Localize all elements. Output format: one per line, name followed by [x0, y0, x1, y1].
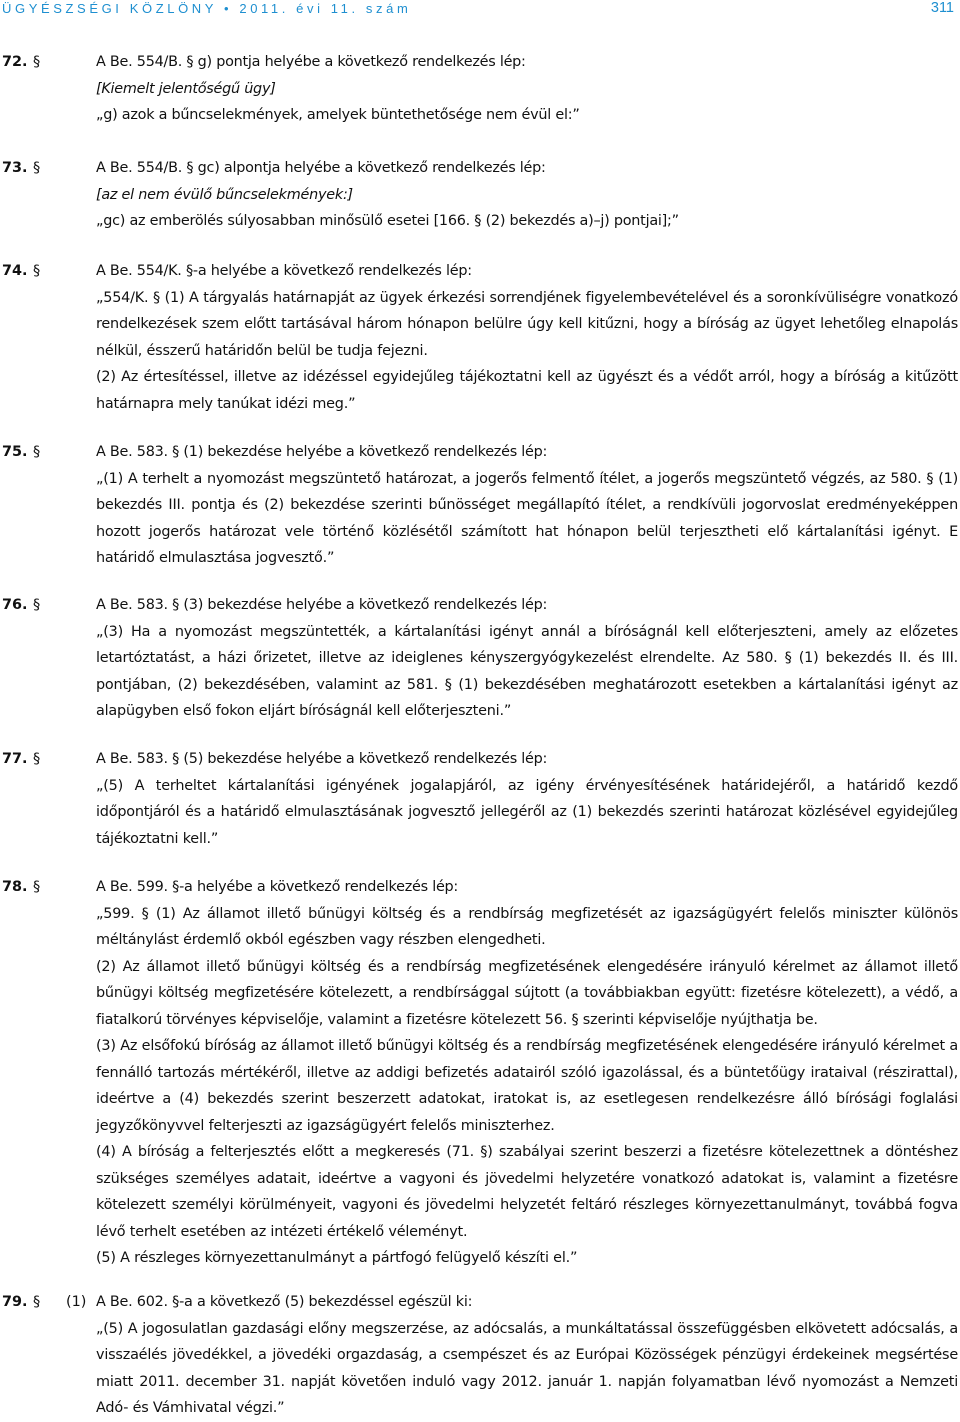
section-sign: § [33, 263, 41, 279]
section-number: 77. [2, 751, 28, 767]
section-sign: § [33, 444, 41, 460]
paragraph: „(1) A terhelt a nyomozást megszüntető határozat, a jogerős felmentő ítélet, a jogerős megszüntető végzés, az 580. § (1) bekezdés III. pontja és (2) bekezdése szerinti bűnösséget megállapító ítélet, a rendkívüli jogorvoslat eredményeképpen hozott jogerős határozat vele történő közlésétől számított hat hónapon belül terjesztheti elő kártalanítási igényt. E határidő elmulasztása jogvesztő.” [96, 470, 958, 566]
section-text: „g) azok a bűncselekmények, amelyek büntethetősége nem évül el:” [96, 107, 580, 123]
section-sign: § [33, 751, 41, 767]
paragraph: (2) Az államot illető bűnügyi költség és a rendbírság megfizetésének elengedésére irányuló kérelmet az államot illető bűnügyi költség megfizetésére kötelezett, a rendbírsággal sújtott (a továbbiakban együtt: fizetésre kötelezett), a védő, a fiatalkorú törvényes képviselője, valamint a fizetésre kötelezett 56. § szerinti képviselője nyújthatja be. [96, 958, 958, 1028]
journal-title: ÜGYÉSZSÉGI KÖZLÖNY • 2011. évi 11. szám [2, 1, 412, 16]
section-body [96, 592, 958, 725]
section-sign: § [33, 879, 41, 895]
section-intro: A Be. 602. §-a a következő (5) bekezdéssel egészül ki: [96, 1294, 473, 1310]
page-header [0, 0, 960, 22]
section-intro: A Be. 599. §-a helyébe a következő rendelkezés lép: [96, 879, 459, 895]
paragraph: (3) Az elsőfokú bíróság az államot illető bűnügyi költség és a rendbírság megfizetésének elengedésére irányuló kérelmet a fennálló tartozás mértékéről, illetve az addigi befizetés adatairól szóló igazolással, és a büntetőügy irataival (részirattal), ideértve a (4) bekezdés szerint beszerzett adatokat, iratokat is, az esetlegesen rendelkezésre álló bírósági foglalási jegyzőkönyvvel felterjeszti az igazságügyért felelős miniszterhez. [96, 1038, 958, 1134]
paragraph: „(5) A terheltet kártalanítási igényének jogalapjáról, az igény érvényesítésének határidejéről, a határidő kezdő időpontjáról és a határidő elmulasztásának jogvesztő jellegéről az (1) bekezdés szerinti határozat közlésével egyidejűleg tájékoztatni kell.” [96, 777, 958, 847]
section-number: 74. [2, 263, 28, 279]
section-intro: A Be. 554/B. § gc) alpontja helyébe a következő rendelkezés lép: [96, 160, 546, 176]
subsection-number: (1) [66, 1294, 87, 1310]
section-body [96, 258, 958, 417]
paragraph: „599. § (1) Az államot illető bűnügyi költség és a rendbírság megfizetését az igazságügyért felelős miniszter különös méltánylást érdemlő okból egészben vagy részben elengedheti. [96, 905, 958, 948]
section-number: 76. [2, 597, 28, 613]
section-body [96, 155, 958, 235]
paragraph: (5) A részleges környezettanulmányt a pártfogó felügyelő készíti el.” [96, 1250, 578, 1266]
paragraph: „554/K. § (1) A tárgyalás határnapját az ügyek érkezési sorrendjének figyelembevételével és a soronkívüliségre vonatkozó rendelkezések szem előtt tartásával három hónapon belülre úgy kell kitűzni, hogy a bíróság az ügyet lehetőleg elnapolás nélkül, ésszerű határidőn belül be tudja fejezni. [96, 289, 958, 359]
section-body [96, 439, 958, 572]
section-sign: § [33, 597, 41, 613]
section-sign: § [33, 1294, 41, 1310]
section-number: 73. [2, 160, 28, 176]
section-body [96, 1289, 958, 1422]
section-body [96, 874, 958, 1272]
section-number: 75. [2, 444, 28, 460]
section-intro: A Be. 583. § (3) bekezdése helyébe a következő rendelkezés lép: [96, 597, 548, 613]
section-intro: A Be. 554/B. § g) pontja helyébe a következő rendelkezés lép: [96, 54, 526, 70]
section-intro: A Be. 583. § (5) bekezdése helyébe a következő rendelkezés lép: [96, 751, 548, 767]
section-body [96, 746, 958, 852]
section-text: „gc) az emberölés súlyosabban minősülő esetei [166. § (2) bekezdés a)–j) pontjai];” [96, 213, 679, 229]
section-heading: [az el nem évülő bűncselekmények:] [96, 186, 353, 203]
section-heading: [Kiemelt jelentőségű ügy] [96, 80, 276, 97]
section-intro: A Be. 583. § (1) bekezdése helyébe a következő rendelkezés lép: [96, 444, 548, 460]
section-sign: § [33, 54, 41, 70]
paragraph: „(3) Ha a nyomozást megszüntették, a kártalanítási igényt annál a bíróságnál kell előterjeszteni, amely az előzetes letartóztatást, a házi őrizetet, illetve az ideiglenes kényszergyógykezelést elrendelte. Az 580. § (1) bekezdés II. és III. pontjában, (2) bekezdésében, valamint az 581. § (1) bekezdésében meghatározott esetekben a kártalanítási igényt az alapügyben első fokon eljárt bíróságnál kell előterjeszteni.” [96, 623, 958, 719]
section-body [96, 49, 958, 129]
section-number: 72. [2, 54, 28, 70]
page-number: 311 [930, 0, 954, 16]
paragraph: (4) A bíróság a felterjesztés előtt a megkeresés (71. §) szabályai szerint beszerzi a fizetésre kötelezettnek a döntéshez szükséges személyes adatait, ideértve a vagyoni és jövedelmi helyzetére vonatkozó adatokat is, valamint a fizetésre kötelezett személyi körülményeit, vagyoni és jövedelmi helyzetét feltáró részleges környezettanulmányt, továbbá fogva lévő terhelt esetében az intézeti értékelő véleményt. [96, 1144, 958, 1240]
section-intro: A Be. 554/K. §-a helyébe a következő rendelkezés lép: [96, 263, 472, 279]
section-number: 78. [2, 879, 28, 895]
section-number: 79. [2, 1294, 28, 1310]
paragraph: (2) Az értesítéssel, illetve az idézéssel egyidejűleg tájékoztatni kell az ügyészt és a védőt arról, hogy a bíróság a kitűzött határnapra mely tanúkat idézi meg.” [96, 369, 958, 412]
section-sign: § [33, 160, 41, 176]
paragraph: „(5) A jogosulatlan gazdasági előny megszerzése, az adócsalás, a munkáltatással összefüggésben elkövetett adócsalás, a visszaélés jövedékkel, a jövedéki orgazdaság, a csempészet és az Európai Közösségek pénzügyi érdekeinek megsértése miatt 2011. december 31. napját követően induló vagy 2012. január 1. napján folyamatban lévő nyomozást a Nemzeti Adó- és Vámhivatal végzi.” [96, 1320, 958, 1416]
